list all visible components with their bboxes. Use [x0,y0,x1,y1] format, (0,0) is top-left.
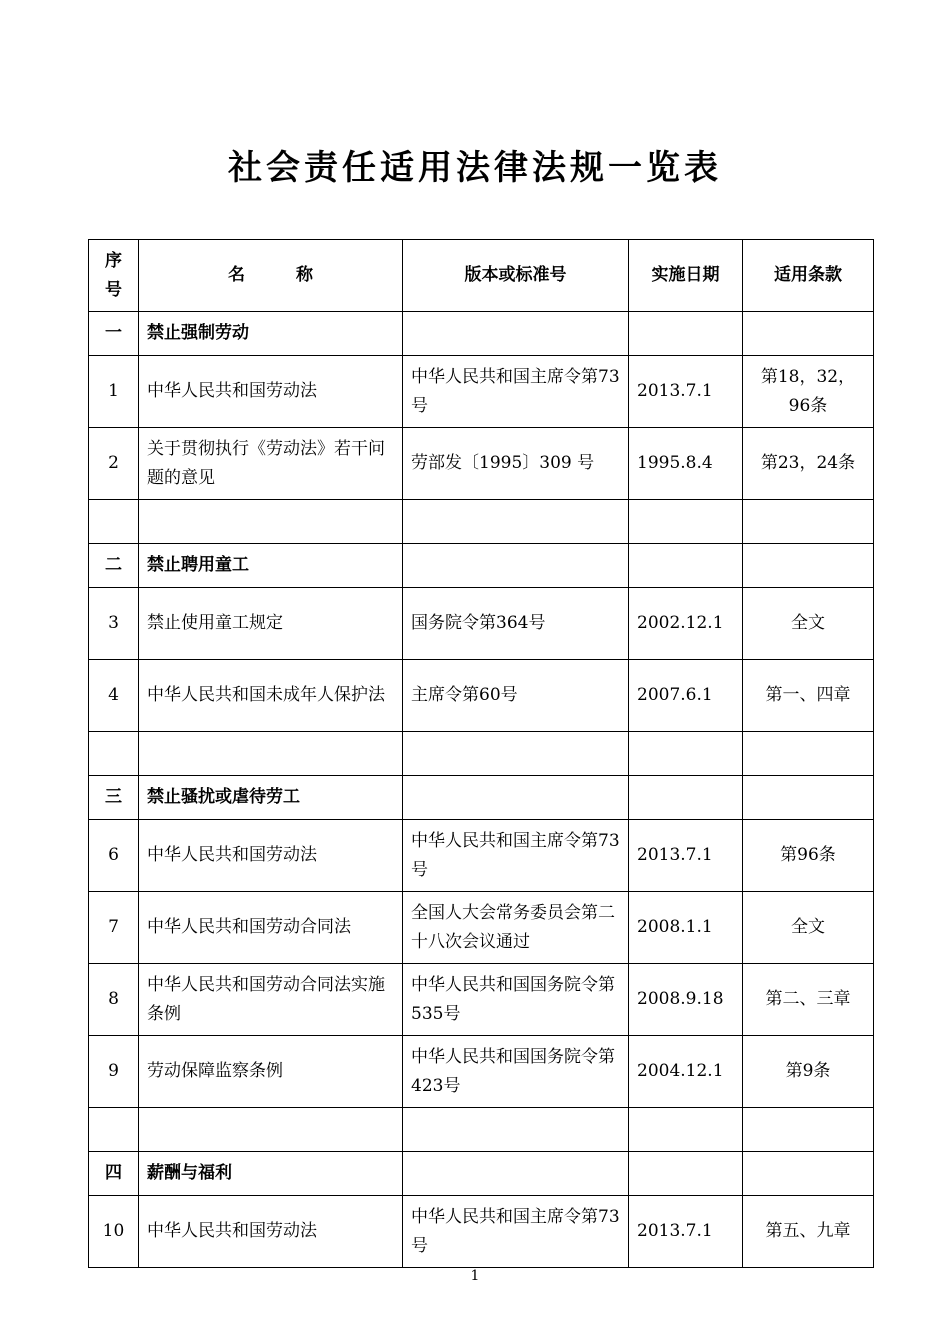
cell-clause: 全文 [743,588,874,660]
cell-date: 2013.7.1 [629,820,743,892]
cell-name: 薪酬与福利 [139,1152,403,1196]
cell-date [629,500,743,544]
cell-version: 中华人民共和国主席令第73号 [403,820,629,892]
cell-no: 1 [89,356,139,428]
cell-no: 三 [89,776,139,820]
cell-clause: 第五、九章 [743,1196,874,1268]
cell-no: 3 [89,588,139,660]
cell-clause [743,500,874,544]
cell-no: 9 [89,1036,139,1108]
table-row [89,428,874,500]
cell-date: 2008.1.1 [629,892,743,964]
cell-version [403,1108,629,1152]
header-name: 名 称 [139,240,403,312]
cell-version: 中华人民共和国主席令第73号 [403,1196,629,1268]
cell-clause: 第23，24条 [743,428,874,500]
cell-name: 中华人民共和国未成年人保护法 [139,660,403,732]
cell-date: 2008.9.18 [629,964,743,1036]
cell-version: 中华人民共和国主席令第73号 [403,356,629,428]
cell-date [629,544,743,588]
cell-name: 禁止骚扰或虐待劳工 [139,776,403,820]
cell-no: 一 [89,312,139,356]
table-row [89,892,874,964]
cell-clause [743,1152,874,1196]
cell-date: 2004.12.1 [629,1036,743,1108]
cell-no [89,732,139,776]
cell-clause: 第9条 [743,1036,874,1108]
cell-date: 2013.7.1 [629,356,743,428]
cell-name: 劳动保障监察条例 [139,1036,403,1108]
cell-version: 中华人民共和国国务院令第535号 [403,964,629,1036]
cell-date: 2007.6.1 [629,660,743,732]
table-row [89,1036,874,1108]
table-row [89,660,874,732]
cell-version: 中华人民共和国国务院令第423号 [403,1036,629,1108]
cell-name: 中华人民共和国劳动法 [139,1196,403,1268]
cell-clause [743,732,874,776]
cell-version [403,776,629,820]
cell-no: 10 [89,1196,139,1268]
cell-name: 中华人民共和国劳动合同法实施条例 [139,964,403,1036]
header-row [89,240,874,312]
section-row [89,544,874,588]
cell-clause [743,776,874,820]
cell-date: 1995.8.4 [629,428,743,500]
cell-name: 中华人民共和国劳动法 [139,356,403,428]
table-row [89,964,874,1036]
table-row [89,356,874,428]
cell-version: 主席令第60号 [403,660,629,732]
cell-name: 禁止强制劳动 [139,312,403,356]
cell-clause [743,1108,874,1152]
cell-no: 4 [89,660,139,732]
cell-version [403,312,629,356]
cell-date: 2013.7.1 [629,1196,743,1268]
cell-version [403,732,629,776]
cell-version [403,500,629,544]
cell-no: 7 [89,892,139,964]
cell-date: 2002.12.1 [629,588,743,660]
cell-no: 6 [89,820,139,892]
cell-date [629,776,743,820]
cell-clause: 第一、四章 [743,660,874,732]
cell-clause [743,544,874,588]
table-row [89,1196,874,1268]
cell-no: 2 [89,428,139,500]
cell-name: 关于贯彻执行《劳动法》若干问题的意见 [139,428,403,500]
header-date: 实施日期 [629,240,743,312]
page-title: 社会责任适用法律法规一览表 [228,148,722,188]
cell-clause: 全文 [743,892,874,964]
cell-date [629,312,743,356]
cell-version [403,1152,629,1196]
cell-name: 禁止聘用童工 [139,544,403,588]
page-number: 1 [470,1268,480,1284]
cell-version: 国务院令第364号 [403,588,629,660]
regulations-table [88,239,874,1268]
cell-no [89,1108,139,1152]
cell-version: 劳部发〔1995〕309 号 [403,428,629,500]
header-no: 序号 [89,240,139,312]
section-row [89,1152,874,1196]
cell-name: 中华人民共和国劳动合同法 [139,892,403,964]
cell-name [139,1108,403,1152]
section-row [89,776,874,820]
table-row [89,820,874,892]
cell-no: 四 [89,1152,139,1196]
cell-date [629,732,743,776]
cell-version [403,544,629,588]
cell-clause: 第96条 [743,820,874,892]
blank-row [89,732,874,776]
header-clause: 适用条款 [743,240,874,312]
cell-date [629,1108,743,1152]
cell-clause: 第18，32，96条 [743,356,874,428]
cell-clause: 第二、三章 [743,964,874,1036]
cell-no [89,500,139,544]
section-row [89,312,874,356]
cell-name: 禁止使用童工规定 [139,588,403,660]
header-version: 版本或标准号 [403,240,629,312]
cell-name [139,732,403,776]
cell-no: 8 [89,964,139,1036]
cell-version: 全国人大会常务委员会第二十八次会议通过 [403,892,629,964]
table-row [89,588,874,660]
blank-row [89,1108,874,1152]
cell-name: 中华人民共和国劳动法 [139,820,403,892]
blank-row [89,500,874,544]
cell-clause [743,312,874,356]
cell-name [139,500,403,544]
cell-date [629,1152,743,1196]
cell-no: 二 [89,544,139,588]
